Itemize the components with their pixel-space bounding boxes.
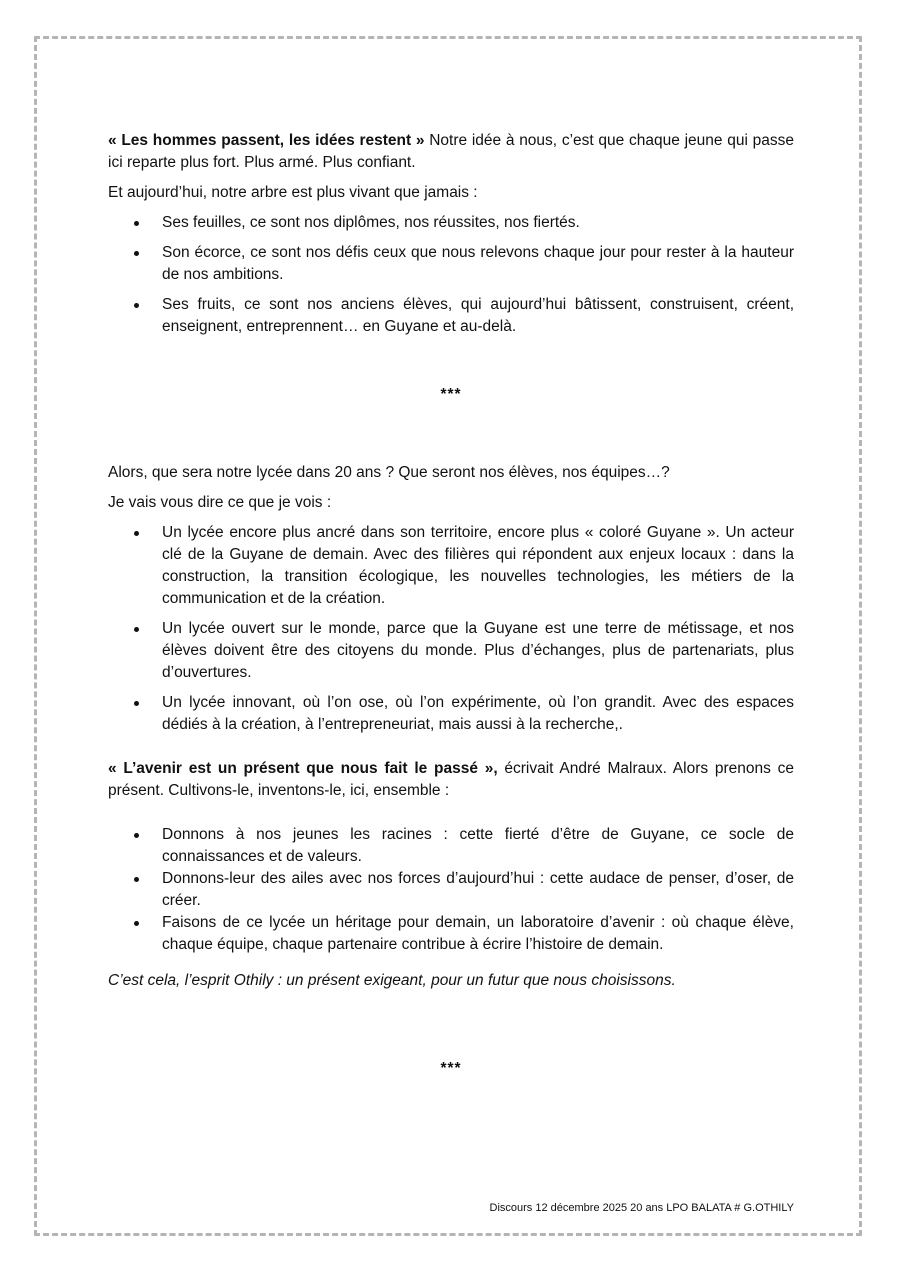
list-item: Donnons à nos jeunes les racines : cette fierté d’être de Guyane, ce socle de connaissances et de valeurs. <box>108 824 794 868</box>
malraux-paragraph <box>108 758 794 802</box>
malraux-quote: « L’avenir est un présent que nous fait le passé », <box>108 760 498 777</box>
bullet-icon <box>134 921 139 926</box>
tree-list <box>108 212 794 338</box>
list-item: Faisons de ce lycée un héritage pour demain, un laboratoire d’avenir : où chaque élève, chaque équipe, chaque partenaire contribue à écrire l’histoire de demain. <box>108 912 794 956</box>
tree-intro: Et aujourd’hui, notre arbre est plus vivant que jamais : <box>108 184 478 201</box>
list-item: Un lycée encore plus ancré dans son territoire, encore plus « coloré Guyane ». Un acteur clé de la Guyane de demain. Avec des filières qui répondent aux enjeux locaux : dans la construction, la transition écologique, les nouvelles technologies, les métiers de la communication et de la création. <box>108 522 794 610</box>
list-item: Donnons-leur des ailes avec nos forces d’aujourd’hui : cette audace de penser, d’oser, de créer. <box>108 868 794 912</box>
future-question: Alors, que sera notre lycée dans 20 ans ? Que seront nos élèves, nos équipes…? <box>108 464 670 481</box>
list-item: Ses feuilles, ce sont nos diplômes, nos réussites, nos fiertés. <box>108 212 794 234</box>
bullet-icon <box>134 833 139 838</box>
bullet-icon <box>134 531 139 536</box>
list-item: Un lycée ouvert sur le monde, parce que la Guyane est une terre de métissage, et nos élèves doivent être des citoyens du monde. Plus d’échanges, plus de partenariats, plus d’ouvertures. <box>108 618 794 684</box>
vision-intro: Je vais vous dire ce que je vois : <box>108 494 332 511</box>
intro-paragraph <box>108 130 794 174</box>
closing-line: C’est cela, l’esprit Othily : un présent exigeant, pour un futur que nous choisissons. <box>108 972 676 989</box>
section-separator: *** <box>440 386 462 403</box>
bullet-icon <box>134 303 139 308</box>
list-item: Son écorce, ce sont nos défis ceux que nous relevons chaque jour pour rester à la hauteur de nos ambitions. <box>108 242 794 286</box>
intro-quote: « Les hommes passent, les idées restent » <box>108 132 425 149</box>
page-footer: Discours 12 décembre 2025 20 ans LPO BALATA # G.OTHILY <box>489 1202 794 1214</box>
bullet-icon <box>134 627 139 632</box>
malraux-text: écrivait André Malraux. Alors prenons ce présent. Cultivons-le, inventons-le, ici, ensemble : <box>108 760 795 799</box>
intro-text: Notre idée à nous, c’est que chaque jeune qui passe ici reparte plus fort. Plus armé. Plus confiant. <box>108 132 794 171</box>
vision-list <box>108 522 794 736</box>
section-separator: *** <box>440 1060 462 1077</box>
gift-list <box>108 824 794 956</box>
bullet-icon <box>134 221 139 226</box>
bullet-icon <box>134 877 139 882</box>
list-item: Un lycée innovant, où l’on ose, où l’on expérimente, où l’on grandit. Avec des espaces dédiés à la création, à l’entrepreneuriat, mais aussi à la recherche,. <box>108 692 794 736</box>
document-body <box>108 130 794 1080</box>
list-item: Ses fruits, ce sont nos anciens élèves, qui aujourd’hui bâtissent, construisent, créent, enseignent, entreprennent… en Guyane et au-delà. <box>108 294 794 338</box>
bullet-icon <box>134 251 139 256</box>
bullet-icon <box>134 701 139 706</box>
